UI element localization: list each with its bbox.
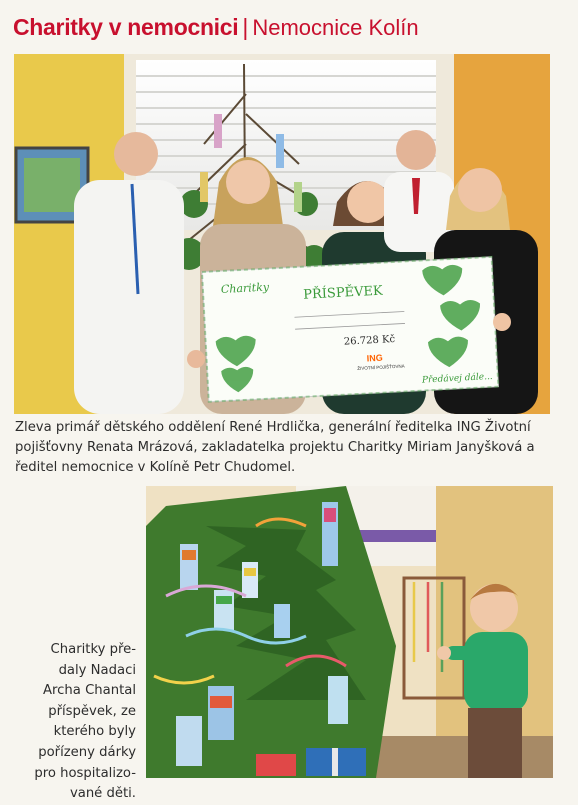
christmas-tree-photo [146, 486, 553, 778]
caption-line: příspěvek, ze [48, 703, 136, 719]
christmas-tree-illustration [146, 486, 553, 778]
article-header [13, 14, 419, 44]
caption-line: kterého byly [53, 724, 136, 740]
caption-line: Archa Chantal [43, 683, 136, 699]
article-title: Charitky v nemocnici [13, 14, 239, 40]
header-separator: | [242, 14, 249, 40]
caption-line: vané děti. [69, 786, 136, 802]
caption-line: Charitky pře- [50, 642, 136, 657]
caption-line: daly Nadaci [58, 662, 136, 678]
caption-line: pro hospitalizo- [34, 765, 136, 781]
photo-caption: Zleva primář dětského oddělení René Hrdlička, generální ředitelka ING Životní pojišťovny Renata Mrázová, zakladatelka projektu Charitky Miriam Janyšková a ředitel nemocnice v Kolíně Petr Chudomel. [15, 420, 535, 475]
tree-photo-caption [16, 640, 136, 805]
check-tagline: Předávej dále... [421, 371, 493, 386]
ing-logo-text: ING [366, 352, 384, 364]
article-location: Nemocnice Kolín [252, 15, 419, 40]
donation-check [202, 257, 498, 402]
check-logo: Charitky [220, 280, 270, 297]
check-presentation-illustration [14, 54, 550, 414]
check-title: PŘÍSPĚVEK [302, 283, 384, 303]
check-amount: 26.728 Kč [343, 333, 396, 348]
check-presentation-photo [14, 54, 550, 414]
caption-line: pořízeny dárky [38, 744, 136, 760]
ing-logo-sub: ŽIVOTNÍ POJIŠŤOVNA [357, 363, 405, 372]
